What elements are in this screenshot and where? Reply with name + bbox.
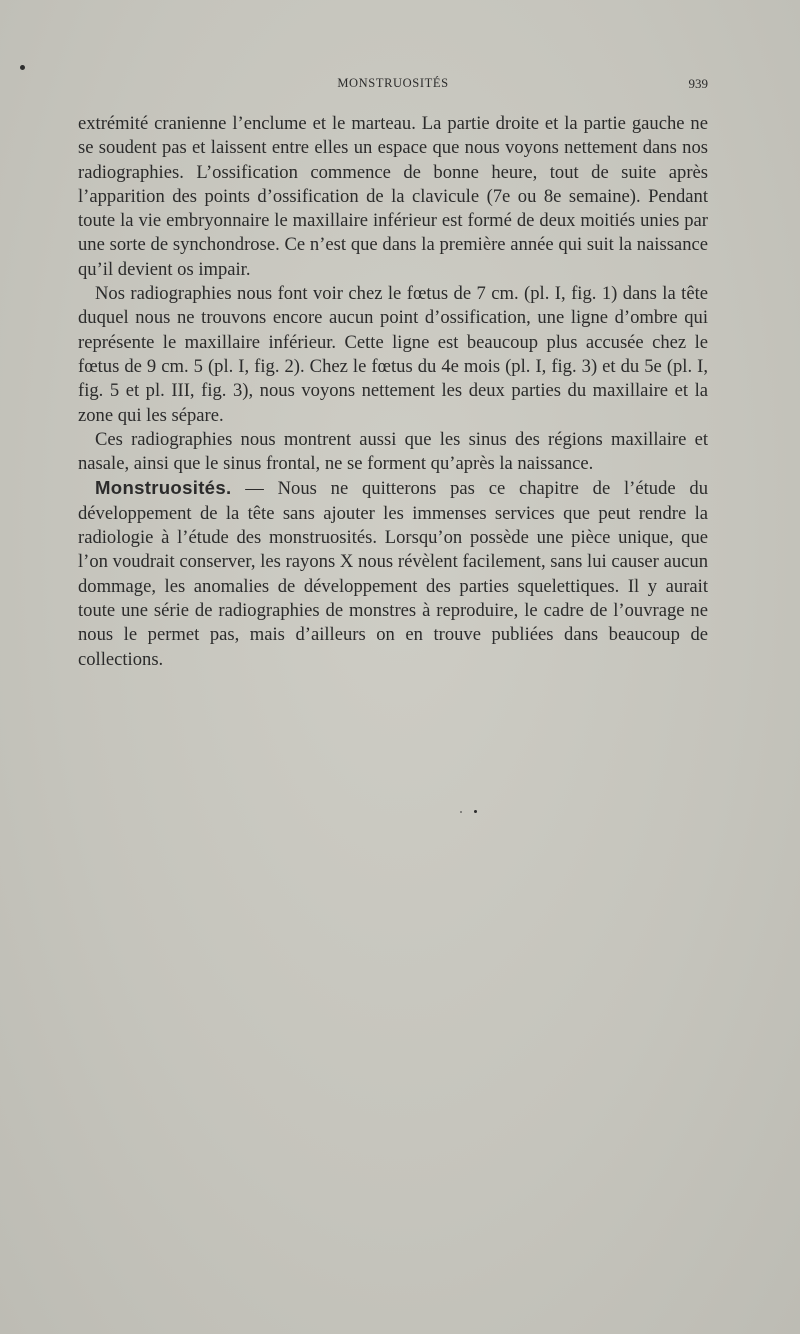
- ink-speck: [20, 65, 25, 70]
- paragraph-text: — Nous ne quitterons pas ce chapitre de l’étude du développement de la tête sans ajouter les immenses services que peut rendre la radiologie à l’étude des monstruosités. Lorsqu’on possède une pièce unique, que l’on voudrait conserver, les rayons X nous révèlent facilement, sans lui causer aucun dommage, les anomalies de développement des parties squelettiques. Il y aurait toute une série de radiographies de monstres à reproduire, le cadre de l’ouvrage ne nous le permet pas, mais d’ailleurs on en trouve publiées dans beaucoup de collections.: [78, 478, 708, 670]
- paragraph: Nos radiographies nous font voir chez le fœtus de 7 cm. (pl. I, fig. 1) dans la tête duquel nous ne trouvons encore aucun point d’ossification, une ligne d’ombre qui représente le maxillaire inférieur. Cette ligne est beaucoup plus accusée chez le fœtus de 9 cm. 5 (pl. I, fig. 2). Chez le fœtus du 4e mois (pl. I, fig. 3) et du 5e (pl. I, fig. 5 et pl. III, fig. 3), nous voyons nettement les deux parties du maxillaire et la zone qui les sépare.: [78, 283, 708, 426]
- body-text: [78, 112, 708, 672]
- section-heading: Monstruosités.: [95, 477, 232, 499]
- paragraph: Ces radiographies nous montrent aussi que les sinus des régions maxillaire et nasale, ainsi que le sinus frontal, ne se forment qu’après la naissance.: [78, 428, 708, 475]
- running-head: MONSTRUOSITÉS: [337, 76, 449, 90]
- ink-speck: [460, 811, 462, 813]
- page-number: 939: [688, 76, 708, 91]
- paragraph: [78, 476, 708, 671]
- paragraph: extrémité cranienne l’enclume et le marteau. La partie droite et la partie gauche ne se soudent pas et laissent entre elles un espace que nous voyons nettement dans nos radiographies. L’ossification commence de bonne heure, tout de suite après l’apparition des points d’ossification de la clavicule (7e ou 8e semaine). Pendant toute la vie embryonnaire le maxillaire inférieur est formé de deux moitiés unies par une sorte de synchondrose. Ce n’est que dans la première année qui suit la naissance qu’il devient os impair.: [78, 113, 708, 280]
- ink-speck: [474, 810, 477, 813]
- page-header: [78, 76, 708, 96]
